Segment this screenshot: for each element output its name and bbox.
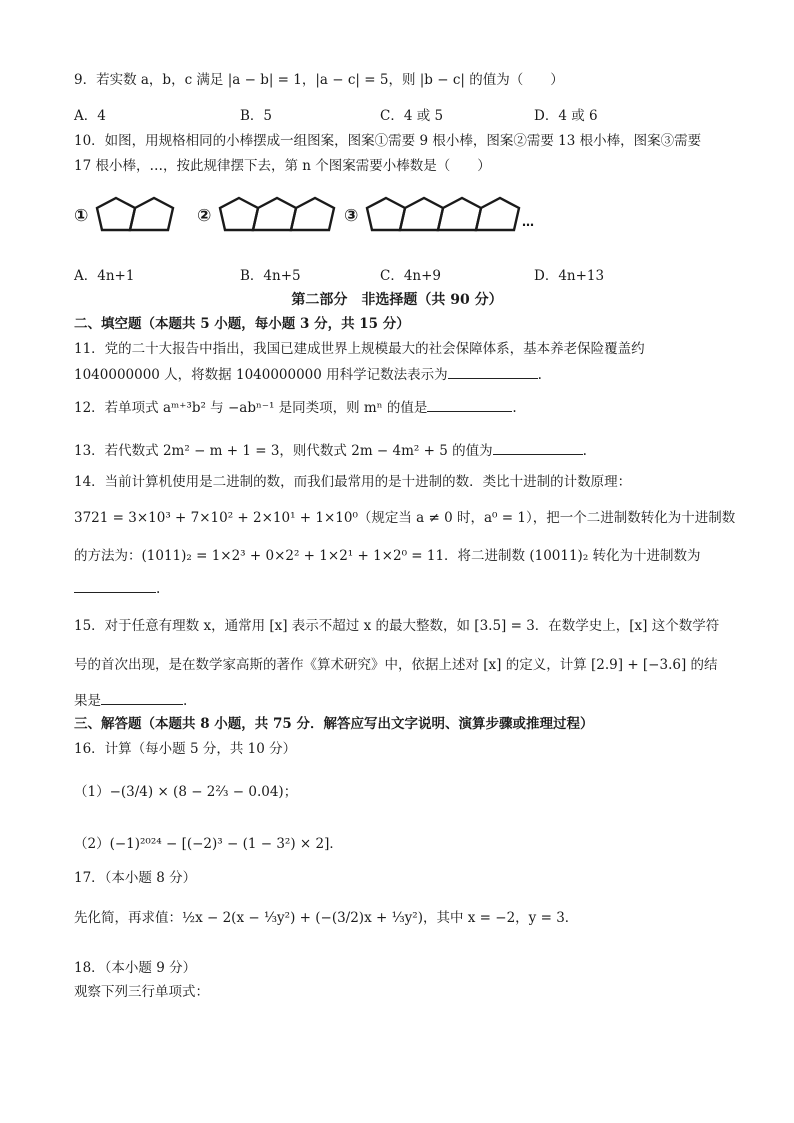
q16-part2: （2）(−1)²⁰²⁴ − [(−2)³ − (1 − 3²) × 2]．	[74, 836, 343, 852]
q15-line3	[74, 690, 187, 711]
q14-line1: 14．当前计算机使用是二进制的数，而我们最常用的是十进制的数．类比十进制的计数原理：	[74, 474, 632, 490]
q9-option-d: D．4 或 6	[534, 108, 598, 124]
part2-title: 第二部分 非选择题（共 90 分）	[291, 292, 503, 308]
pattern2-pentagon-2	[253, 198, 296, 230]
q10-option-b: B．4n+5	[240, 268, 301, 284]
q10-option-d: D．4n+13	[534, 268, 605, 284]
q11-line1: 11．党的二十大报告中指出，我国已建成世界上规模最大的社会保障体系，基本养老保险覆盖约	[74, 341, 645, 357]
q18-text: 观察下列三行单项式：	[74, 984, 209, 1000]
pattern-ellipsis: …	[522, 215, 534, 229]
pattern1-pentagon-left	[97, 198, 135, 230]
q10-option-a: A．4n+1	[74, 268, 135, 284]
section3-title: 三、解答题（本题共 8 小题，共 75 分．解答应写出文字说明、演算步骤或推理过程）	[74, 716, 594, 732]
pattern2-pentagon-1	[220, 198, 258, 230]
pattern3-pentagon-4	[476, 198, 519, 230]
pattern2-pentagon-3	[291, 198, 334, 230]
pattern2-label: ②	[197, 206, 212, 226]
q14-line3: 的方法为：(1011)₂ = 1×2³ + 0×2² + 1×2¹ + 1×2⁰ = 11．将二进制数 (10011)₂ 转化为十进制数为	[74, 548, 701, 564]
q15-line1: 15．对于任意有理数 x，通常用 [x] 表示不超过 x 的最大整数，如 [3.5] = 3．在数学史上，[x] 这个数学符	[74, 618, 720, 634]
q15-line2: 号的首次出现，是在数学家高斯的著作《算术研究》中，依据上述对 [x] 的定义，计算 [2.9] + [−3.6] 的结	[74, 657, 718, 673]
q9-option-b: B．5	[240, 108, 273, 124]
q11-tail: .	[537, 367, 542, 383]
pattern3-pentagon-1	[367, 198, 405, 230]
q9-option-c: C．4 或 5	[380, 108, 444, 124]
q17-title: 17．（本小题 8 分）	[74, 870, 197, 886]
q16-part1: （1）−(3/4) × (8 − 2⅔ − 0.04)；	[74, 784, 298, 800]
q13-line	[74, 440, 587, 461]
q15-tail: .	[183, 693, 188, 709]
q12-tail: .	[512, 400, 517, 416]
q15-line3-text: 果是	[74, 693, 101, 709]
q10-stem-line2: 17 根小棒，…，按此规律摆下去，第 n 个图案需要小棒数是（ ）	[74, 158, 491, 174]
q14-tail: .	[156, 581, 161, 597]
q10-pattern-figure	[74, 190, 534, 254]
q12-answer-blank[interactable]	[427, 397, 512, 412]
pattern3-pentagon-3	[438, 198, 481, 230]
stick-pattern-diagram	[74, 190, 534, 250]
pattern1-pentagon-right	[130, 198, 173, 230]
pattern3-pentagon-2	[400, 198, 443, 230]
q12-text: 12．若单项式 aᵐ⁺³b² 与 −abⁿ⁻¹ 是同类项，则 mⁿ 的值是	[74, 400, 428, 416]
q14-line2: 3721 = 3×10³ + 7×10² + 2×10¹ + 1×10⁰（规定当 a ≠ 0 时，a⁰ = 1），把一个二进制数转化为十进制数	[74, 510, 736, 526]
q12-line	[74, 397, 517, 418]
q14-answer-blank[interactable]	[74, 578, 156, 593]
q9-stem: 9．若实数 a，b，c 满足 |a − b| = 1，|a − c| = 5，则 |b − c| 的值为（ ）	[74, 72, 564, 88]
q13-answer-blank[interactable]	[493, 440, 583, 455]
section2-title: 二、填空题（本题共 5 小题，每小题 3 分，共 15 分）	[74, 316, 410, 332]
q13-text: 13．若代数式 2m² − m + 1 = 3，则代数式 2m − 4m² + 5 的值为	[74, 443, 493, 459]
q10-option-c: C．4n+9	[380, 268, 442, 284]
q18-title: 18．（本小题 9 分）	[74, 960, 197, 976]
q16-title: 16．计算（每小题 5 分，共 10 分）	[74, 741, 297, 757]
q15-answer-blank[interactable]	[101, 690, 183, 705]
pattern3-label: ③	[344, 206, 359, 226]
q11-line2-text: 1040000000 人，将数据 1040000000 用科学记数法表示为	[74, 367, 448, 383]
q10-stem-line1: 10．如图，用规格相同的小棒摆成一组图案，图案①需要 9 根小棒，图案②需要 13 根小棒，图案③需要	[74, 133, 702, 149]
q14-answer-line	[74, 578, 160, 599]
q9-option-a: A．4	[74, 108, 106, 124]
pattern1-label: ①	[74, 206, 89, 226]
q17-text: 先化简，再求值：½x − 2(x − ⅓y²) + (−(3/2)x + ⅓y²)，其中 x = −2，y = 3．	[74, 910, 579, 926]
q13-tail: .	[582, 443, 587, 459]
q11-answer-blank[interactable]	[448, 364, 538, 379]
q11-line2	[74, 364, 542, 385]
